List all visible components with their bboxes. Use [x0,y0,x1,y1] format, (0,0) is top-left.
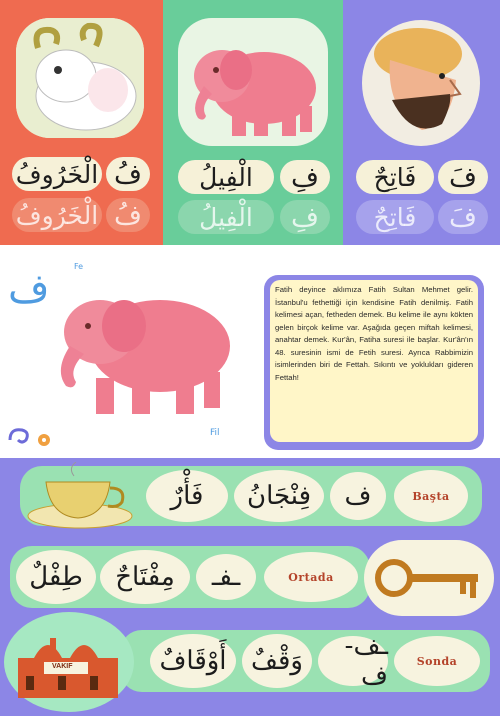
decorative-swirl [4,420,64,460]
row-start-position-label: Başta [412,489,450,503]
row-middle-position-bubble [264,552,358,602]
row-end-word-1: وَقْفٌ [242,634,312,688]
feature-letter: ف [8,266,50,312]
vakif-sign: VAKIF [52,663,73,670]
elephant-letter-trace: فِ [280,200,330,234]
teacup-picture [24,462,138,532]
feature-picture-caption: Fil [210,428,220,438]
key-picture [364,540,494,616]
conqueror-letter: فَ [438,160,488,194]
elephant-picture [178,18,328,146]
conqueror-letter-trace: فَ [438,200,488,234]
row-end-word-2: أَوْقَافٌ [150,634,236,688]
row-end-position-bubble [394,636,480,686]
conqueror-word-trace: فَاتِحٌ [356,200,434,234]
row-end-letter-form: ـف-ف [318,636,388,686]
row-start-word-1: فِنْجَانُ [234,470,324,522]
sheep-word: الْخَرُوفُ [12,157,102,191]
sheep-letter: فُ [106,157,150,191]
feature-letter-name: Fe [74,262,84,271]
feature-elephant-picture [40,272,240,432]
row-middle-letter-form: ـفـ [196,554,256,600]
sheep-letter-trace: فُ [106,198,150,232]
row-start-position-bubble [394,470,468,522]
row-end-position-label: Sonda [416,654,458,668]
row-middle-position-label: Ortada [288,570,334,584]
row-middle-word-2: طِفْلٌ [16,550,96,604]
vakif-building-picture [4,612,134,712]
row-start-word-2: فَأْرٌ [146,470,228,522]
elephant-word: الْفِيلُ [178,160,274,194]
row-middle-word-1: مِفْتَاحٌ [100,550,190,604]
conqueror-word: فَاتِحٌ [356,160,434,194]
elephant-word-trace: الْفِيلُ [178,200,274,234]
info-text: Fatih deyince aklımıza Fatih Sultan Mehmet gelir. İstanbul'u fethettiği için kendisine Fatih denilmiş. Fatih kelimesi açan, fetheden demek. Bu kelime ile aynı kökten gelen birçok kelime var. Aşağıda geçen miftah kelimesi, anahtar demek. Kur'ân, Fatiha suresi ile başlar. Kur'ân'ın 48. suresinin ismi de Fetih suresi. Ayrıca Rabbimizin isimlerinden biri de Fettah. Sıkıntı ve yoklukları gideren Fettah! [275,285,473,382]
elephant-letter: فِ [280,160,330,194]
info-box [270,280,478,442]
sheep-picture [16,18,144,138]
row-start-letter-form: ف [330,472,386,520]
conqueror-picture [362,20,480,146]
sheep-word-trace: الْخَرُوفُ [12,198,102,232]
